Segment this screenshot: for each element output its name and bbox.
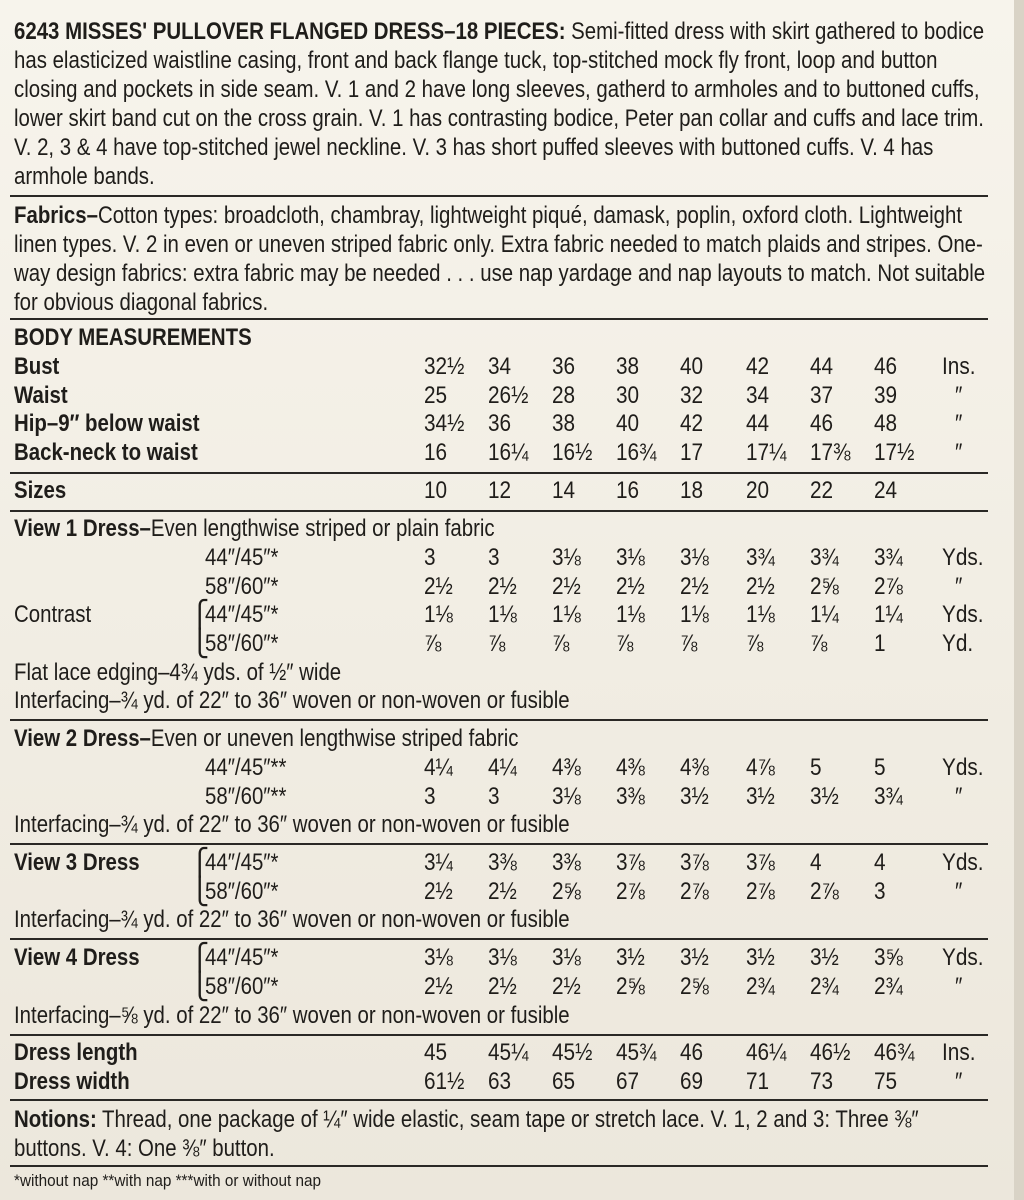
table-cell: 17½ <box>874 439 915 466</box>
divider <box>10 1034 988 1036</box>
table-cell: 45¼ <box>488 1040 529 1066</box>
table-cell: 37 <box>810 382 834 409</box>
table-cell: 1⅛ <box>424 602 453 628</box>
table-cell: 2⅝ <box>810 573 839 600</box>
table-cell: 17⅜ <box>810 439 851 466</box>
table-cell: 46 <box>810 411 834 437</box>
fabrics-text: Cotton types: broadcloth, chambray, lightweight piqué, damask, poplin, oxford cloth. Lightweight linen types. V. 2 in even or uneven striped fabric only. Extra fabric needed to match plaids and stripes. One-way design fabrics: extra fabric may be needed . . . use nap yardage and nap layouts to match. Not suitable for obvious diagonal fabrics. <box>14 203 986 316</box>
table-cell: 32 <box>680 382 704 409</box>
view4-interfacing: Interfacing–⅝ yd. of 22″ to 36″ woven or non-woven or fusible <box>14 1003 570 1029</box>
divider <box>10 1099 988 1101</box>
yardage-row <box>0 755 1000 783</box>
view2-heading: View 2 Dress– <box>14 726 151 752</box>
table-cell: 4 <box>874 850 886 876</box>
table-cell: 20 <box>746 478 770 504</box>
row-label: Hip–9″ below waist <box>14 411 200 437</box>
unit-label: Yds. <box>942 755 984 781</box>
divider <box>10 719 988 721</box>
fabric-width: 58″/60″** <box>205 783 287 810</box>
notions-paragraph <box>14 1106 989 1164</box>
table-cell: 26½ <box>488 382 529 409</box>
fabric-width: 58″/60″* <box>205 573 279 600</box>
table-cell: 34 <box>746 382 770 409</box>
table-cell: 1¼ <box>874 602 903 628</box>
table-cell: 46 <box>874 354 898 380</box>
unit-label: Yds. <box>942 945 984 971</box>
unit-label: ″ <box>955 783 963 810</box>
unit-label: ″ <box>955 1068 963 1095</box>
table-cell: 3½ <box>810 783 839 810</box>
table-cell: 1⅛ <box>746 602 775 628</box>
table-cell: 4⅜ <box>552 755 581 781</box>
table-cell: 65 <box>552 1068 576 1095</box>
table-cell: 3¾ <box>746 545 775 571</box>
table-cell: 4⅜ <box>680 755 709 781</box>
table-cell: 46¼ <box>746 1040 787 1066</box>
unit-label: ″ <box>955 411 963 437</box>
table-cell: 4¼ <box>424 755 453 781</box>
table-cell: 3¼ <box>424 850 453 876</box>
table-cell: 3⅞ <box>616 850 645 876</box>
pattern-title: 6243 MISSES' PULLOVER FLANGED DRESS–18 PIECES: <box>14 19 566 45</box>
fabric-width: 44″/45″* <box>205 545 279 571</box>
yardage-row <box>0 945 1000 973</box>
body-measurements-heading-row <box>0 325 1000 353</box>
table-cell: 10 <box>424 478 448 504</box>
table-cell: 4⅜ <box>616 755 645 781</box>
table-cell: 16 <box>424 439 448 466</box>
divider <box>10 843 988 845</box>
row-label: Dress length <box>14 1040 138 1066</box>
table-cell: 16¼ <box>488 439 529 466</box>
view2-desc: Even or uneven lengthwise striped fabric <box>150 726 519 752</box>
table-cell: 32½ <box>424 354 465 380</box>
table-cell: 1¼ <box>810 602 839 628</box>
view2-interfacing-row <box>0 812 1000 840</box>
notions-heading: Notions: <box>14 1107 97 1133</box>
table-cell: 3¾ <box>874 545 903 571</box>
table-cell: 2⅞ <box>616 878 645 905</box>
table-cell: 3 <box>488 545 500 571</box>
body-measure-row <box>0 411 1000 439</box>
unit-label: Ins. <box>942 1040 976 1066</box>
table-cell: 45¾ <box>616 1040 657 1066</box>
table-cell: 3 <box>488 783 500 810</box>
unit-label: ″ <box>955 439 963 466</box>
table-cell: 38 <box>552 411 576 437</box>
fabrics-paragraph <box>14 202 989 318</box>
paper-edge <box>1014 0 1024 1200</box>
table-cell: 28 <box>552 382 576 409</box>
unit-label: Yds. <box>942 850 984 876</box>
table-cell: 2½ <box>552 973 581 1000</box>
table-cell: 3 <box>424 545 436 571</box>
fabric-width: 44″/45″** <box>205 755 287 781</box>
row-label: View 4 Dress <box>14 945 140 971</box>
table-cell: 69 <box>680 1068 704 1095</box>
body-measurements-heading: BODY MEASUREMENTS <box>14 325 252 351</box>
unit-label: Yds. <box>942 602 984 628</box>
table-cell: 2½ <box>488 973 517 1000</box>
fabric-width: 58″/60″* <box>205 630 279 657</box>
body-measure-row <box>0 354 1000 382</box>
intro-paragraph <box>14 18 989 192</box>
table-cell: 61½ <box>424 1068 465 1095</box>
table-cell: 3⅞ <box>746 850 775 876</box>
row-label: Contrast <box>14 602 92 628</box>
table-cell: 3⅞ <box>680 850 709 876</box>
table-cell: 3 <box>424 783 436 810</box>
table-cell: 2⅞ <box>680 878 709 905</box>
unit-label: ″ <box>955 878 963 905</box>
view1-lace-row <box>0 660 1000 688</box>
table-cell: 14 <box>552 478 576 504</box>
view1-interfacing: Interfacing–¾ yd. of 22″ to 36″ woven or non-woven or fusible <box>14 688 570 714</box>
table-cell: 44 <box>746 411 770 437</box>
table-cell: 45 <box>424 1040 448 1066</box>
table-cell: 3½ <box>616 945 645 971</box>
table-cell: 2½ <box>552 573 581 600</box>
unit-label: ″ <box>955 573 963 600</box>
table-cell: 2⅞ <box>874 573 903 600</box>
table-cell: 2½ <box>424 973 453 1000</box>
table-cell: 34 <box>488 354 512 380</box>
contrast-yardage-row <box>0 602 1000 630</box>
table-cell: 3½ <box>680 945 709 971</box>
divider <box>10 510 988 512</box>
table-cell: 3⅜ <box>616 783 645 810</box>
row-label: Dress width <box>14 1068 130 1095</box>
table-cell: ⅞ <box>552 630 570 657</box>
divider <box>10 318 988 320</box>
table-cell: 3¾ <box>810 545 839 571</box>
yardage-row <box>0 971 1000 1002</box>
row-label: Back-neck to waist <box>14 439 198 466</box>
table-cell: 3⅛ <box>552 945 581 971</box>
unit-label: Yd. <box>942 630 974 657</box>
fabric-width: 44″/45″* <box>205 850 279 876</box>
table-cell: 3⅛ <box>680 545 709 571</box>
table-cell: 3¾ <box>874 783 903 810</box>
table-cell: 38 <box>616 354 640 380</box>
view4-interfacing-row <box>0 1003 1000 1031</box>
table-cell: 2⅝ <box>616 973 645 1000</box>
view1-lace: Flat lace edging–4¾ yds. of ½″ wide <box>14 660 342 686</box>
table-cell: ⅞ <box>488 630 506 657</box>
table-cell: 4⅞ <box>746 755 775 781</box>
view3-interfacing: Interfacing–¾ yd. of 22″ to 36″ woven or non-woven or fusible <box>14 907 570 933</box>
table-cell: 67 <box>616 1068 640 1095</box>
table-cell: ⅞ <box>746 630 764 657</box>
table-cell: 2¾ <box>746 973 775 1000</box>
table-cell: 16½ <box>552 439 593 466</box>
table-cell: 3 <box>874 878 886 905</box>
table-cell: 24 <box>874 478 898 504</box>
table-cell: 36 <box>488 411 512 437</box>
table-cell: 1 <box>874 630 886 657</box>
unit-label: Ins. <box>942 354 976 380</box>
body-measure-row <box>0 440 1000 468</box>
view2-interfacing: Interfacing–¾ yd. of 22″ to 36″ woven or non-woven or fusible <box>14 812 570 838</box>
fabrics-heading: Fabrics– <box>14 203 98 229</box>
table-cell: 3⅛ <box>424 945 453 971</box>
table-cell: 44 <box>810 354 834 380</box>
view1-desc: Even lengthwise striped or plain fabric <box>150 516 495 542</box>
table-cell: 46½ <box>810 1040 851 1066</box>
table-cell: 2½ <box>616 573 645 600</box>
table-cell: 2½ <box>488 573 517 600</box>
fabric-width: 58″/60″* <box>205 878 279 905</box>
table-cell: ⅞ <box>424 630 442 657</box>
view2-heading-row <box>0 726 1000 754</box>
table-cell: 46¾ <box>874 1040 915 1066</box>
table-cell: 4¼ <box>488 755 517 781</box>
table-cell: 3⅝ <box>874 945 903 971</box>
table-cell: 45½ <box>552 1040 593 1066</box>
table-cell: 3½ <box>810 945 839 971</box>
yardage-row <box>0 876 1000 907</box>
table-cell: 3⅛ <box>616 545 645 571</box>
table-cell: 2¾ <box>874 973 903 1000</box>
table-cell: 71 <box>746 1068 770 1095</box>
table-cell: 3½ <box>680 783 709 810</box>
table-cell: 48 <box>874 411 898 437</box>
table-cell: 5 <box>874 755 886 781</box>
yardage-row <box>0 574 1000 602</box>
table-cell: 2¾ <box>810 973 839 1000</box>
row-label: Bust <box>14 354 60 380</box>
sizes-row <box>0 478 1000 506</box>
fabric-width: 58″/60″* <box>205 973 279 1000</box>
table-cell: 17¼ <box>746 439 787 466</box>
table-cell: 2⅝ <box>680 973 709 1000</box>
table-cell: 73 <box>810 1068 834 1095</box>
brace-mark: ⎧ <box>190 848 210 878</box>
body-measure-row <box>0 383 1000 411</box>
table-cell: 1⅛ <box>616 602 645 628</box>
table-cell: 25 <box>424 382 448 409</box>
table-cell: 40 <box>680 354 704 380</box>
table-cell: 18 <box>680 478 704 504</box>
unit-label: ″ <box>955 382 963 409</box>
table-cell: 4 <box>810 850 822 876</box>
garment-measure-row <box>0 1040 1000 1068</box>
table-cell: 42 <box>680 411 704 437</box>
row-label: Waist <box>14 382 68 409</box>
divider <box>10 195 988 197</box>
table-cell: 2⅞ <box>810 878 839 905</box>
table-cell: 39 <box>874 382 898 409</box>
table-cell: 34½ <box>424 411 465 437</box>
table-cell: 16 <box>616 478 640 504</box>
table-cell: 40 <box>616 411 640 437</box>
footnote: *without nap **with nap ***with or without nap <box>14 1171 322 1190</box>
contrast-yardage-row <box>0 628 1000 659</box>
brace-mark: ⎩ <box>190 876 210 907</box>
fabric-width: 44″/45″* <box>205 602 279 628</box>
table-cell: 1⅛ <box>680 602 709 628</box>
view1-heading-row <box>0 516 1000 544</box>
table-cell: 3⅛ <box>552 545 581 571</box>
yardage-row <box>0 850 1000 878</box>
table-cell: 2½ <box>680 573 709 600</box>
table-cell: 46 <box>680 1040 704 1066</box>
table-cell: 2½ <box>424 573 453 600</box>
table-cell: 5 <box>810 755 822 781</box>
yardage-row <box>0 545 1000 573</box>
notions-text: Thread, one package of ¼″ wide elastic, seam tape or stretch lace. V. 1, 2 and 3: Three ⅜″ buttons. V. 4: One ⅜″ button. <box>14 1107 919 1162</box>
garment-measure-row <box>0 1069 1000 1097</box>
intro-text: Semi-fitted dress with skirt gathered to bodice has elasticized waistline casing, front and back flange tuck, top-stitched mock fly front, loop and button closing and pockets in side seam. V. 1 and 2 have long sleeves, gatherd to armholes and to buttoned cuffs, lower skirt band cut on the cross grain. V. 1 has contrasting bodice, Peter pan collar and cuffs and lace trim. V. 2, 3 & 4 have top-stitched jewel neckline. V. 3 has short puffed sleeves with buttoned cuffs. V. 4 has armhole bands. <box>14 19 985 190</box>
brace-mark: ⎧ <box>190 943 210 973</box>
table-cell: 2½ <box>746 573 775 600</box>
view1-heading: View 1 Dress– <box>14 516 151 542</box>
divider <box>10 472 988 474</box>
table-cell: 30 <box>616 382 640 409</box>
brace-mark: ⎩ <box>190 971 210 1002</box>
unit-label: ″ <box>955 973 963 1000</box>
table-cell: 2½ <box>424 878 453 905</box>
table-cell: 17 <box>680 439 704 466</box>
fabric-width: 44″/45″* <box>205 945 279 971</box>
yardage-row <box>0 784 1000 812</box>
table-cell: 1⅛ <box>488 602 517 628</box>
table-cell: 2⅞ <box>746 878 775 905</box>
view1-interfacing-row <box>0 688 1000 716</box>
table-cell: 12 <box>488 478 512 504</box>
table-cell: ⅞ <box>680 630 698 657</box>
table-cell: 16¾ <box>616 439 657 466</box>
table-cell: 2⅝ <box>552 878 581 905</box>
unit-label: Yds. <box>942 545 984 571</box>
table-cell: ⅞ <box>616 630 634 657</box>
table-cell: 36 <box>552 354 576 380</box>
table-cell: 2½ <box>488 878 517 905</box>
row-label: Sizes <box>14 478 67 504</box>
table-cell: 3⅛ <box>552 783 581 810</box>
table-cell: 3½ <box>746 783 775 810</box>
table-cell: 63 <box>488 1068 512 1095</box>
brace-mark: ⎧ <box>190 600 210 630</box>
divider <box>10 1165 988 1167</box>
view3-interfacing-row <box>0 907 1000 935</box>
table-cell: ⅞ <box>810 630 828 657</box>
table-cell: 3⅜ <box>552 850 581 876</box>
table-cell: 1⅛ <box>552 602 581 628</box>
table-cell: 3⅜ <box>488 850 517 876</box>
brace-mark: ⎩ <box>190 628 210 659</box>
table-cell: 42 <box>746 354 770 380</box>
row-label: View 3 Dress <box>14 850 140 876</box>
divider <box>10 938 988 940</box>
table-cell: 75 <box>874 1068 898 1095</box>
table-cell: 3½ <box>746 945 775 971</box>
table-cell: 22 <box>810 478 834 504</box>
table-cell: 3⅛ <box>488 945 517 971</box>
